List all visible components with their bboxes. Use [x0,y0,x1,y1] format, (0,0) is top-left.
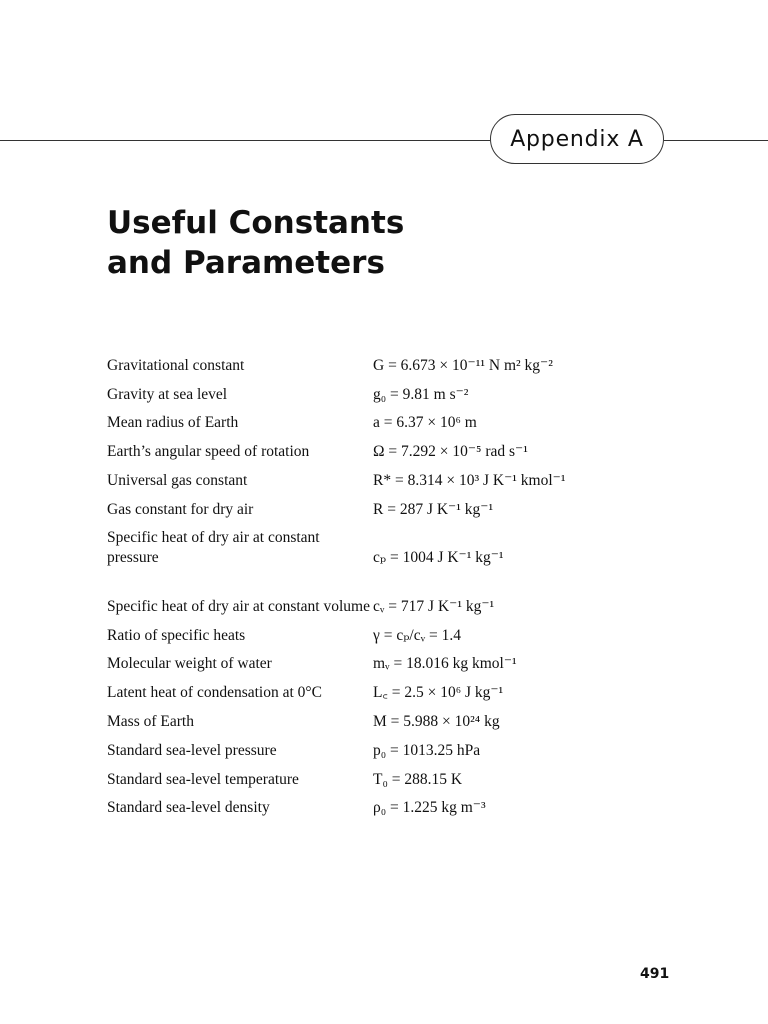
constant-row-sea-level-pressure [107,737,647,766]
constant-value: R = 287 J K⁻¹ kg⁻¹ [373,500,494,518]
constant-label: Standard sea-level temperature [107,770,299,788]
header-rule-left [0,140,490,141]
constant-label: Mass of Earth [107,712,194,730]
page-number: 491 [640,966,670,982]
constant-value: γ = cₚ/cᵥ = 1.4 [373,626,462,644]
constant-row-earth-rotation [107,438,647,467]
constant-label: Specific heat of dry air at constant volume [107,597,370,615]
constant-row-water-molecular-weight [107,651,647,680]
constant-row-specific-heat-ratio [107,622,647,651]
constant-value: Ω = 7.292 × 10⁻⁵ rad s⁻¹ [373,443,528,461]
constant-row-specific-heat-pressure [107,525,647,574]
constant-row-gravitational-constant [107,352,647,381]
constant-label: Gravity at sea level [107,385,228,403]
constant-row-specific-heat-volume [107,573,647,622]
constant-value: cₚ = 1004 J K⁻¹ kg⁻¹ [373,549,504,567]
constant-label: Specific heat of dry air at constant pressure [107,529,320,567]
constant-value: T₀ = 288.15 K [373,770,463,788]
constant-row-sea-level-temperature [107,766,647,795]
constant-value: mᵥ = 18.016 kg kmol⁻¹ [373,655,517,673]
constant-label: Standard sea-level density [107,799,270,817]
constant-value: p₀ = 1013.25 hPa [373,741,481,759]
appendix-label: Appendix A [490,114,664,164]
constant-label: Standard sea-level pressure [107,741,277,759]
constant-label: Latent heat of condensation at 0°C [107,684,322,702]
constant-label: Ratio of specific heats [107,626,246,644]
constant-row-sea-level-density [107,795,647,824]
page-title-line-2: and Parameters [107,245,385,281]
constant-row-gravity-sea-level [107,381,647,410]
constant-row-earth-radius [107,410,647,439]
constant-label: Molecular weight of water [107,655,272,673]
constant-value: G = 6.673 × 10⁻¹¹ N m² kg⁻² [373,356,553,374]
constant-row-earth-mass [107,708,647,737]
header-rule-right [664,140,768,141]
constant-row-latent-heat [107,679,647,708]
constant-label: Gravitational constant [107,356,245,374]
constant-value: a = 6.37 × 10⁶ m [373,414,477,432]
constant-value: R* = 8.314 × 10³ J K⁻¹ kmol⁻¹ [373,471,566,489]
constant-label: Gas constant for dry air [107,500,254,518]
constant-label: Mean radius of Earth [107,414,239,432]
constant-value: cᵥ = 717 J K⁻¹ kg⁻¹ [373,597,495,615]
constant-value: ρ₀ = 1.225 kg m⁻³ [373,799,486,817]
constant-value: M = 5.988 × 10²⁴ kg [373,712,500,730]
constant-value: L꜀ = 2.5 × 10⁶ J kg⁻¹ [373,684,504,702]
constant-row-universal-gas-constant [107,467,647,496]
page-title-line-1: Useful Constants [107,205,405,241]
page-title [107,203,404,283]
constant-row-dry-air-gas-constant [107,496,647,525]
constant-label: Universal gas constant [107,471,248,489]
constant-label: Earth’s angular speed of rotation [107,443,310,461]
constants-table [107,352,647,823]
constant-value: g₀ = 9.81 m s⁻² [373,385,469,403]
